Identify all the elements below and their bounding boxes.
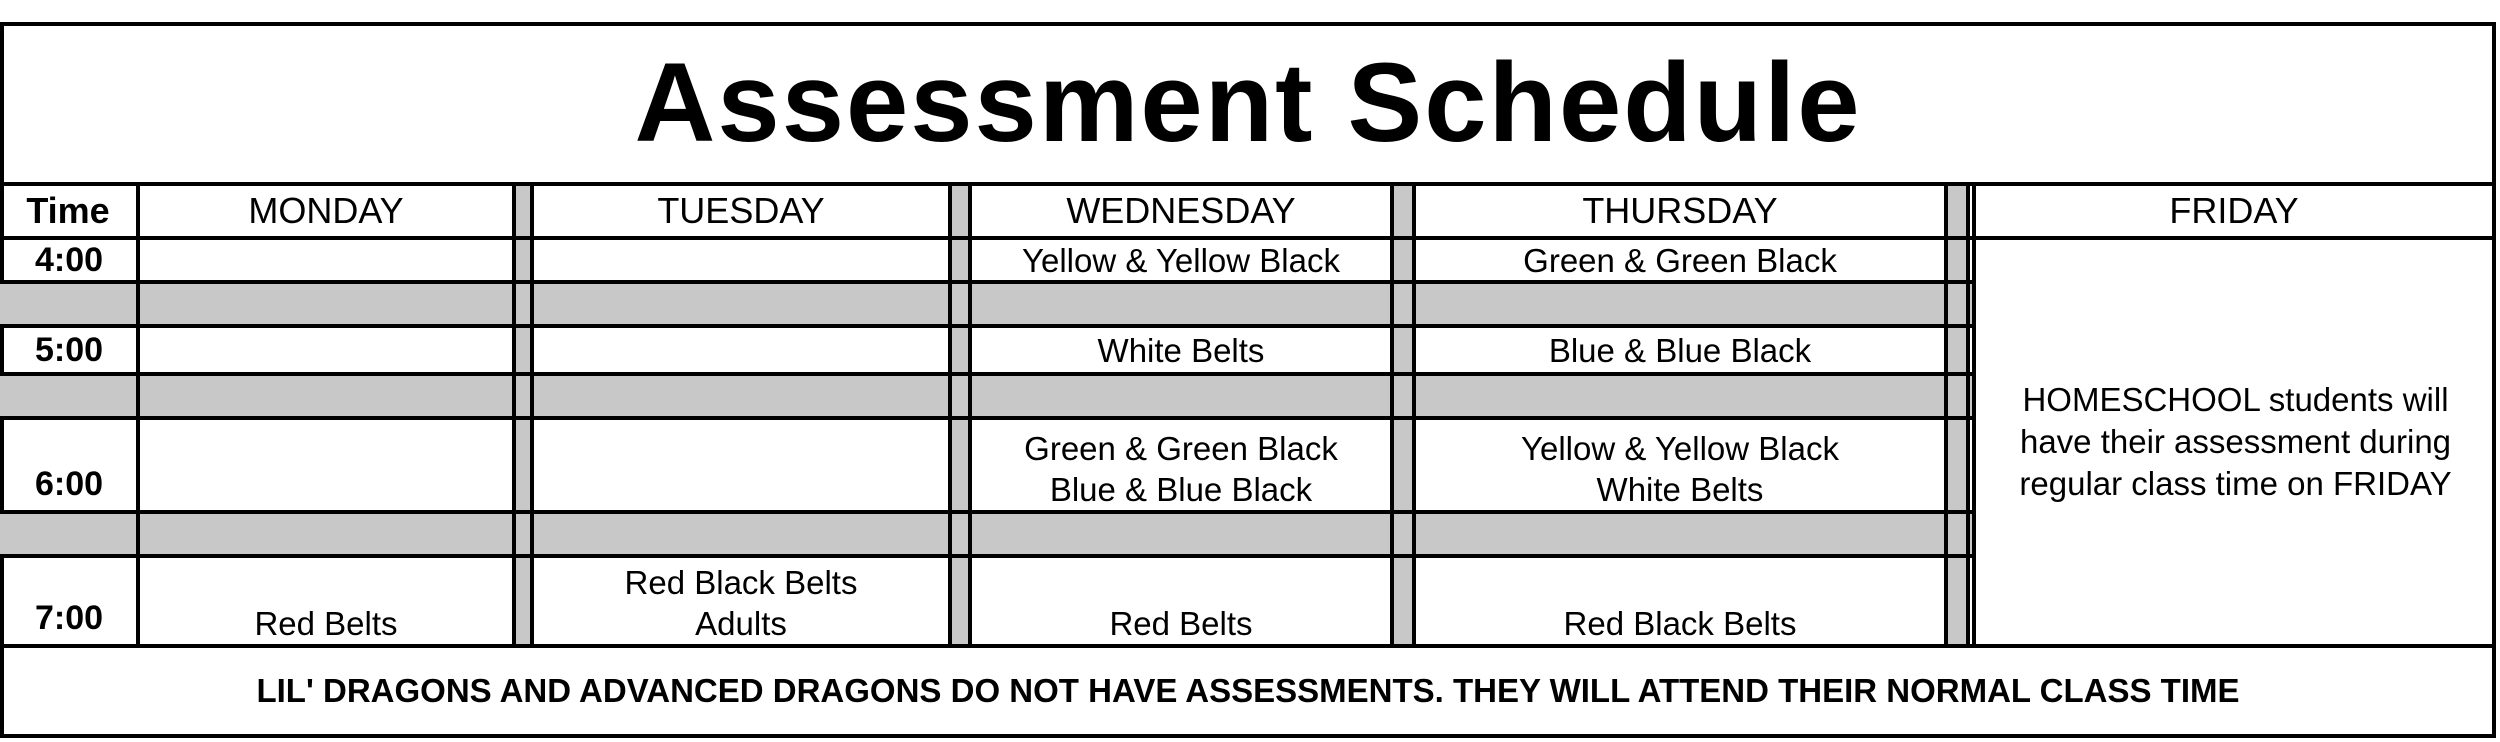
friday-note-line: regular class time on FRIDAY — [2019, 465, 2452, 502]
belt-group-label: Yellow & Yellow Black — [1521, 430, 1839, 467]
belt-group-label: Green & Green Black — [1523, 241, 1837, 279]
schedule-cell-tuesday — [534, 326, 948, 374]
row-separator-band — [0, 282, 1975, 326]
footer-notice: LIL' DRAGONS AND ADVANCED DRAGONS DO NOT HAVE ASSESSMENTS. THEY WILL ATTEND THEIR NORMAL CLASS TIME — [256, 672, 2240, 709]
schedule-cell-wednesday — [972, 238, 1390, 282]
day-header-tuesday: TUESDAY — [657, 190, 825, 231]
time-slot: 4:00 — [34, 240, 104, 279]
column-separator-band — [1392, 186, 1414, 644]
belt-group-label: Red Belts — [1109, 605, 1253, 642]
friday-note-line: have their assessment during — [2019, 423, 2452, 460]
schedule-cell-monday — [140, 326, 512, 374]
schedule-cell-monday — [140, 238, 512, 282]
column-separator-band — [950, 186, 970, 644]
friday-note-line: HOMESCHOOL students will — [2022, 381, 2449, 418]
schedule-cell-thursday — [1416, 418, 1944, 512]
belt-group-label: Red Black Belts — [1563, 605, 1797, 642]
belt-group-label: Green & Green Black — [1024, 430, 1338, 467]
belt-group-label: White Belts — [1097, 331, 1265, 369]
rule — [1966, 182, 1970, 646]
day-header-wednesday: WEDNESDAY — [1066, 190, 1296, 231]
schedule-cell-wednesday — [972, 326, 1390, 374]
time-slot: 7:00 — [34, 599, 104, 637]
friday-note — [1975, 240, 2496, 644]
day-header-friday: FRIDAY — [2169, 190, 2299, 231]
day-header-monday: MONDAY — [248, 190, 404, 231]
rule — [1944, 182, 1948, 646]
schedule-cell-tuesday — [534, 418, 948, 512]
time-header: Time — [26, 190, 110, 231]
schedule-cell-thursday — [1416, 326, 1944, 374]
schedule-cell-monday — [140, 556, 512, 646]
schedule-cell-wednesday — [972, 418, 1390, 512]
belt-group-label: Yellow & Yellow Black — [1022, 241, 1340, 279]
belt-group-label: Blue & Blue Black — [1548, 331, 1812, 369]
row-separator-band — [0, 512, 1975, 556]
row-separator-band — [0, 374, 1975, 418]
rule — [1390, 182, 1394, 646]
schedule-cell-wednesday — [972, 556, 1390, 646]
page-title: Assessment Schedule — [634, 39, 1862, 165]
rule — [948, 182, 952, 646]
schedule-cell-thursday — [1416, 238, 1944, 282]
belt-group-label: White Belts — [1596, 471, 1764, 508]
belt-group-label: Blue & Blue Black — [1049, 471, 1313, 508]
belt-group-label: Red Belts — [254, 605, 398, 642]
rule — [512, 182, 516, 646]
day-header-thursday: THURSDAY — [1582, 190, 1778, 231]
belt-group-label: Red Black Belts — [624, 564, 858, 601]
time-slot: 5:00 — [34, 330, 104, 369]
time-slot: 6:00 — [34, 465, 104, 503]
schedule-cell-monday — [140, 418, 512, 512]
schedule-cell-thursday — [1416, 556, 1944, 646]
belt-group-label: Adults — [695, 605, 787, 642]
schedule-cell-tuesday — [534, 238, 948, 282]
column-separator-band — [1946, 186, 1968, 644]
schedule-cell-tuesday — [534, 556, 948, 646]
